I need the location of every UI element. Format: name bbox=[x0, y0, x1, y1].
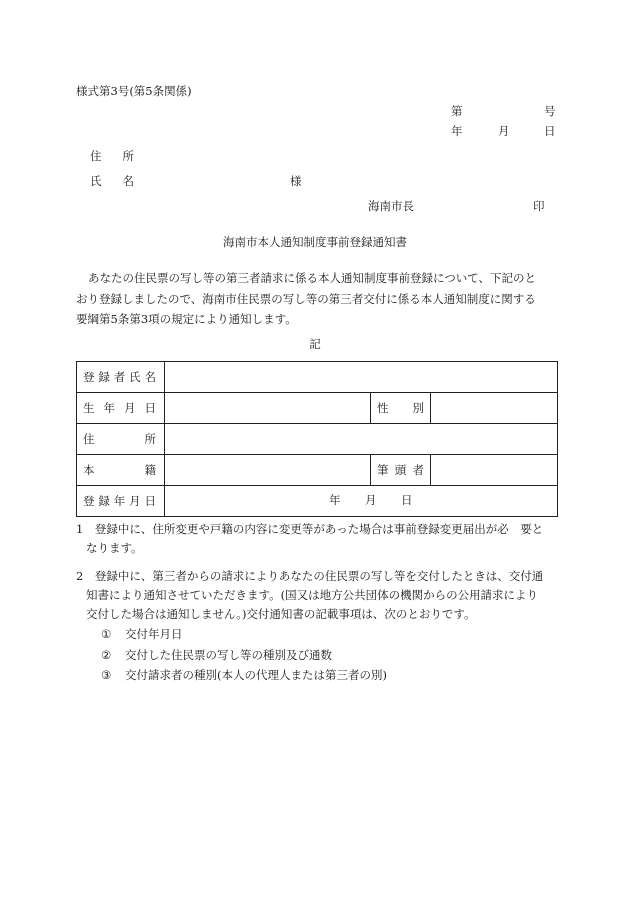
label-char: 録 bbox=[98, 370, 110, 384]
label-char: 氏 bbox=[129, 370, 141, 384]
label-char: 性 bbox=[377, 401, 389, 415]
name-char-2: 名 bbox=[122, 174, 134, 188]
document-title: 海南市本人通知制度事前登録通知書 bbox=[223, 235, 407, 249]
registrant-name-value[interactable] bbox=[165, 362, 558, 393]
label-char: 登 bbox=[83, 370, 95, 384]
list-item bbox=[101, 645, 387, 666]
note-1 bbox=[76, 520, 560, 558]
ki-heading: 記 bbox=[309, 337, 321, 351]
issuer-seal: 印 bbox=[533, 199, 545, 213]
label-char: 年 bbox=[103, 401, 115, 415]
label-char: 月 bbox=[129, 494, 141, 508]
domicile-value[interactable] bbox=[165, 455, 371, 486]
reg-month-label: 月 bbox=[365, 493, 377, 507]
number-label-left: 第 bbox=[451, 104, 463, 118]
number-label-right: 号 bbox=[544, 104, 556, 118]
gender-value[interactable] bbox=[431, 393, 558, 424]
form-number: 様式第3号(第5条関係) bbox=[76, 84, 192, 98]
reg-day-label: 日 bbox=[401, 493, 413, 507]
gender-label bbox=[371, 393, 431, 424]
date-day-label: 日 bbox=[544, 124, 556, 138]
label-char: 日 bbox=[144, 401, 156, 415]
label-char: 登 bbox=[83, 494, 95, 508]
item-text: 交付年月日 bbox=[125, 627, 183, 641]
reg-year-label: 年 bbox=[329, 493, 341, 507]
issuer-title: 海南市長 bbox=[368, 199, 414, 213]
address-label bbox=[77, 424, 165, 455]
note-2 bbox=[76, 567, 560, 624]
household-head-label bbox=[371, 455, 431, 486]
recipient-honorific: 様 bbox=[290, 174, 302, 188]
note-1-line-2: なります。 bbox=[86, 541, 143, 555]
list-item bbox=[101, 624, 387, 645]
label-char: 住 bbox=[83, 432, 95, 446]
label-char: 本 bbox=[83, 463, 95, 477]
note-2-line-3: 交付した場合は通知しません。)交付通知書の記載事項は、次のとおりです。 bbox=[86, 607, 476, 621]
item-number: ① bbox=[101, 627, 112, 641]
note-1-line-1: 1 登録中に、住所変更や戸籍の内容に変更等があった場合は事前登録変更届出が必 要と bbox=[76, 522, 544, 536]
table-row bbox=[77, 455, 558, 486]
address-value[interactable] bbox=[165, 424, 558, 455]
birthdate-value[interactable] bbox=[165, 393, 371, 424]
notice-items-list bbox=[101, 624, 387, 686]
label-char: 日 bbox=[144, 494, 156, 508]
label-char: 別 bbox=[412, 401, 424, 415]
label-char: 名 bbox=[144, 370, 156, 384]
body-line-2: おり登録しましたので、海南市住民票の写し等の第三者交付に係る本人通知制度に関する bbox=[76, 291, 536, 306]
body-line-1: あなたの住民票の写し等の第三者請求に係る本人通知制度事前登録について、下記のと bbox=[88, 271, 537, 285]
item-text: 交付請求者の種別(本人の代理人または第三者の別) bbox=[125, 668, 387, 682]
label-char: 筆 bbox=[377, 463, 389, 477]
registrant-name-label bbox=[77, 362, 165, 393]
household-head-value[interactable] bbox=[431, 455, 558, 486]
recipient-name-label bbox=[90, 176, 134, 188]
address-char-1: 住 bbox=[90, 149, 102, 163]
registration-table bbox=[76, 361, 558, 517]
label-char: 所 bbox=[144, 432, 156, 446]
item-text: 交付した住民票の写し等の種別及び通数 bbox=[125, 647, 332, 662]
item-number: ② bbox=[101, 647, 112, 662]
note-2-line-2: 知書により通知させていただきます。(国又は地方公共団体の機関からの公用請求により bbox=[86, 588, 539, 602]
body-line-3: 要綱第5条第3項の規定により通知します。 bbox=[76, 312, 297, 326]
table-row bbox=[77, 362, 558, 393]
date-year-label: 年 bbox=[451, 124, 463, 138]
label-char: 頭 bbox=[394, 463, 407, 477]
item-number: ③ bbox=[101, 668, 112, 682]
name-char-1: 氏 bbox=[90, 174, 102, 188]
label-char: 者 bbox=[412, 463, 424, 477]
note-2-line-1: 2 登録中に、第三者からの請求によりあなたの住民票の写し等を交付したときは、交付通 bbox=[76, 569, 544, 583]
table-row bbox=[77, 486, 558, 517]
registration-date-value[interactable] bbox=[165, 486, 558, 517]
label-char: 年 bbox=[113, 494, 126, 508]
registration-date-label bbox=[77, 486, 165, 517]
label-char: 録 bbox=[98, 494, 110, 508]
label-char: 生 bbox=[83, 401, 95, 415]
domicile-label bbox=[77, 455, 165, 486]
body-paragraph bbox=[76, 268, 560, 330]
table-row bbox=[77, 424, 558, 455]
list-item bbox=[101, 665, 387, 686]
label-char: 者 bbox=[113, 370, 126, 384]
label-char: 月 bbox=[124, 401, 136, 415]
table-row bbox=[77, 393, 558, 424]
address-char-2: 所 bbox=[122, 149, 134, 163]
recipient-address-label bbox=[90, 151, 134, 163]
date-month-label: 月 bbox=[498, 124, 510, 138]
label-char: 籍 bbox=[144, 463, 156, 477]
birthdate-label bbox=[77, 393, 165, 424]
